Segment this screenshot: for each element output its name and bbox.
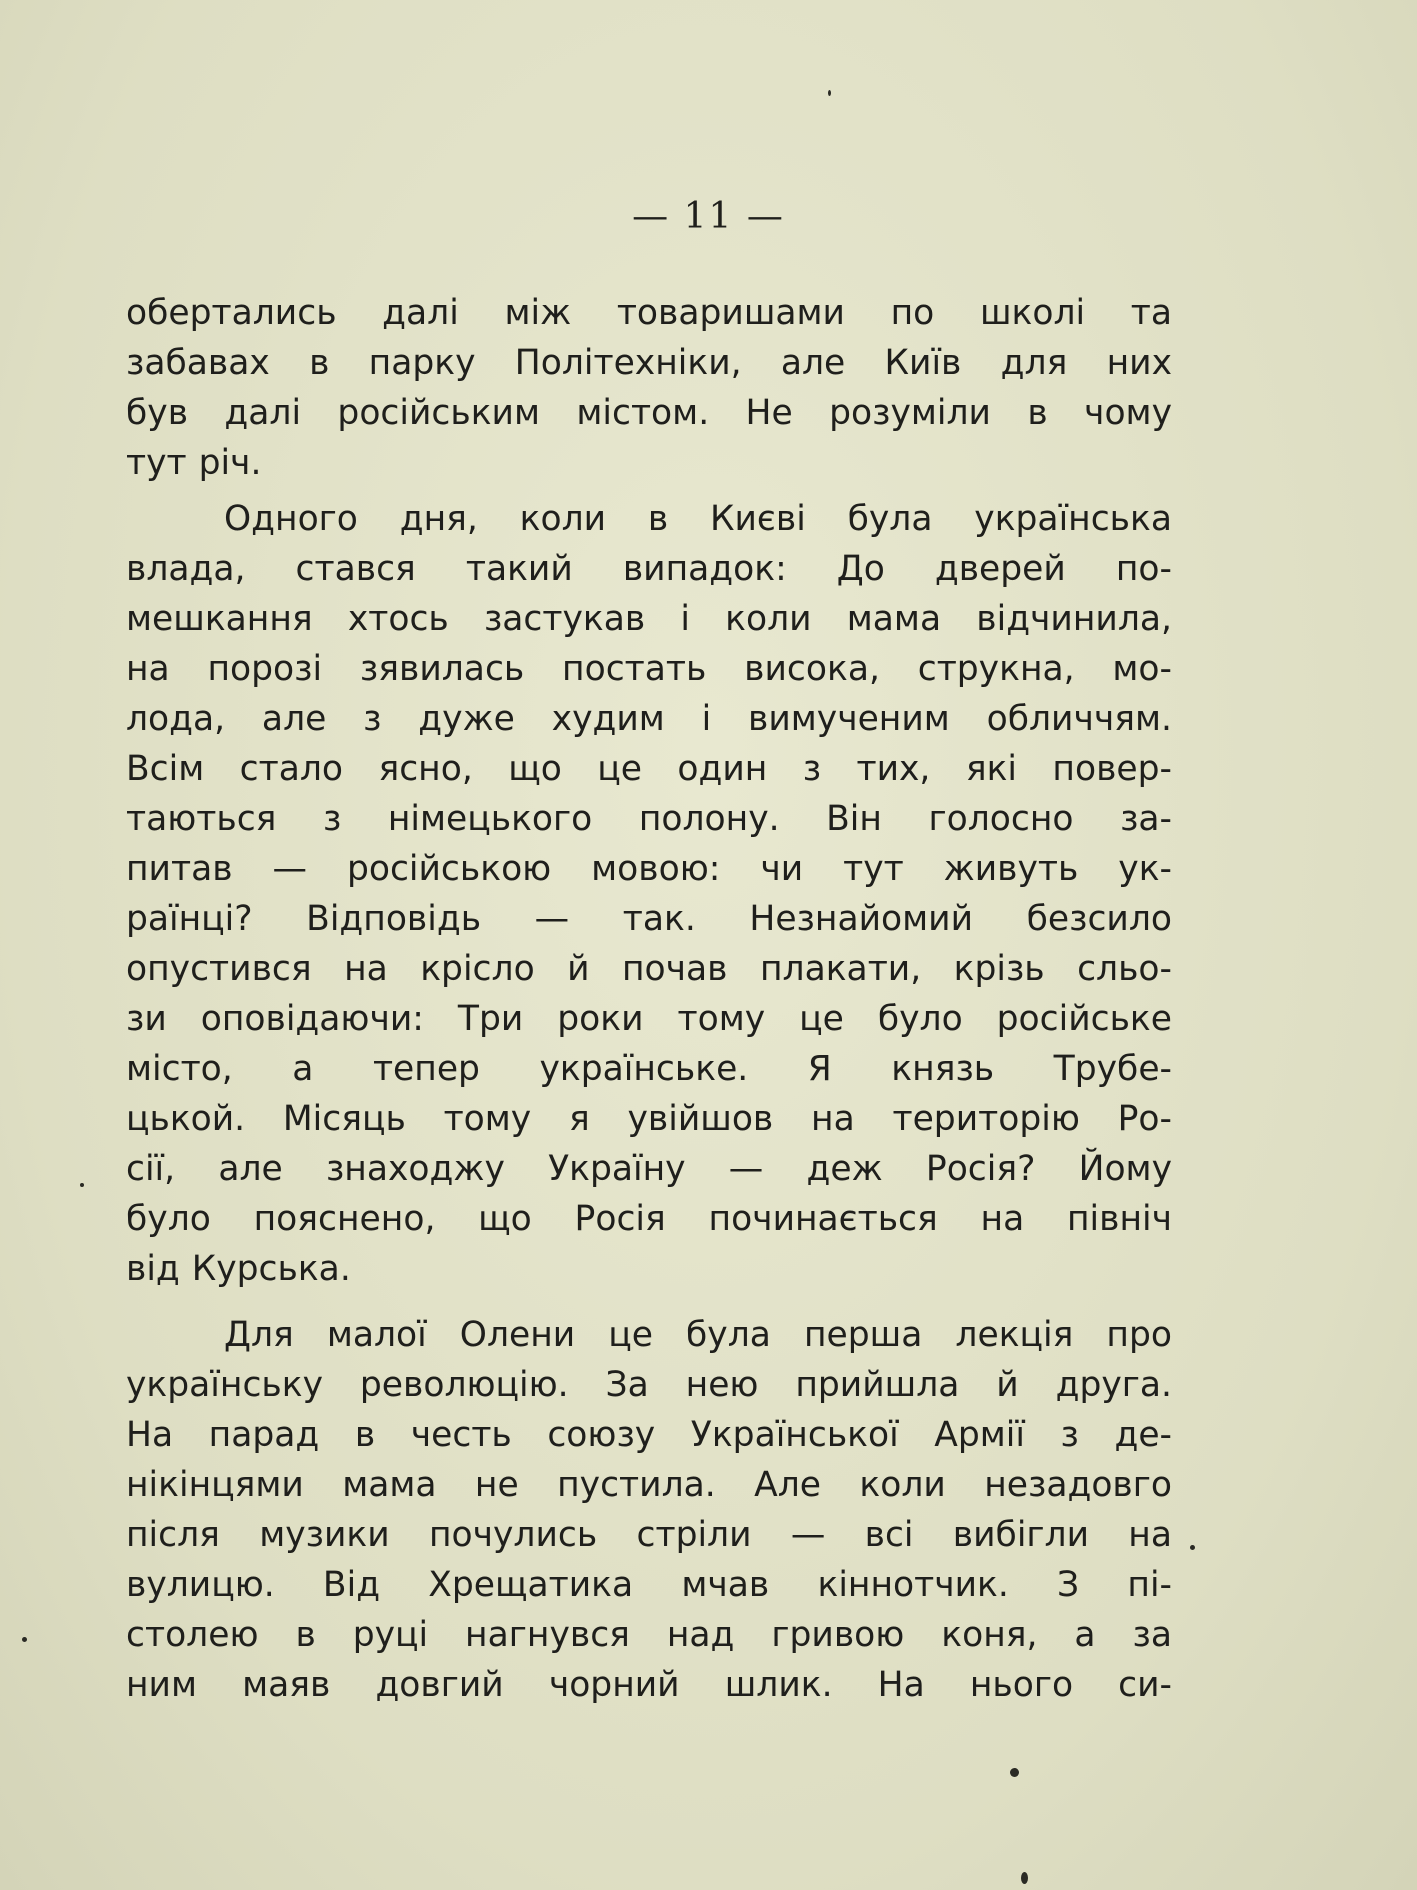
text-line: столею в руці нагнувся над гривою коня, а за [126,1615,1172,1655]
text-line: опустився на крісло й почав плакати, крізь сльо- [126,949,1172,989]
text-line: Одного дня, коли в Києві була українська [224,499,1172,539]
text-line: питав — російською мовою: чи тут живуть ук- [126,849,1172,889]
text-line: зи оповідаючи: Три роки тому це було російське [126,999,1172,1039]
ink-speck [80,1183,84,1187]
text-line: Всім стало ясно, що це один з тих, які повер- [126,749,1172,789]
text-line: на порозі зявилась постать висока, струкна, мо- [126,649,1172,689]
ink-speck [1190,1545,1195,1550]
text-line: Для малої Олени це була перша лекція про [224,1315,1172,1355]
text-line: вулицю. Від Хрещатика мчав кіннотчик. З пі- [126,1565,1172,1605]
text-line: тут річ. [126,443,262,483]
text-line: сії, але знаходжу Україну — деж Росія? Йому [126,1149,1172,1189]
text-line: нікінцями мама не пустила. Але коли незадовго [126,1465,1172,1505]
text-line: влада, стався такий випадок: До дверей по- [126,549,1172,589]
text-line: цькой. Місяць тому я увійшов на територію Ро- [126,1099,1172,1139]
text-line: забавах в парку Політехніки, але Київ для них [126,343,1172,383]
text-line: ним маяв довгий чорний шлик. На нього си- [126,1665,1172,1705]
text-line: українську революцію. За нею прийшла й друга. [126,1365,1172,1405]
text-line: місто, а тепер українське. Я князь Трубе- [126,1049,1172,1089]
ink-speck [22,1637,27,1642]
ink-speck [1021,1872,1028,1884]
text-line: після музики почулись стріли — всі вибігли на [126,1515,1172,1555]
text-line: раїнці? Відповідь — так. Незнайомий безсило [126,899,1172,939]
ink-speck [828,90,831,96]
text-line: був далі російським містом. Не розуміли в чому [126,393,1172,433]
page-number: — 11 — [632,196,785,237]
text-line: таються з німецького полону. Він голосно за- [126,799,1172,839]
text-line: було пояснено, що Росія починається на північ [126,1199,1172,1239]
text-line: від Курська. [126,1249,351,1289]
ink-speck [1010,1768,1019,1777]
text-line: лода, але з дуже худим і вимученим обличчям. [126,699,1172,739]
text-line: обертались далі між товаришами по школі та [126,293,1172,333]
text-line: На парад в честь союзу Української Армії з де- [126,1415,1172,1455]
text-line: мешкання хтось застукав і коли мама відчинила, [126,599,1172,639]
